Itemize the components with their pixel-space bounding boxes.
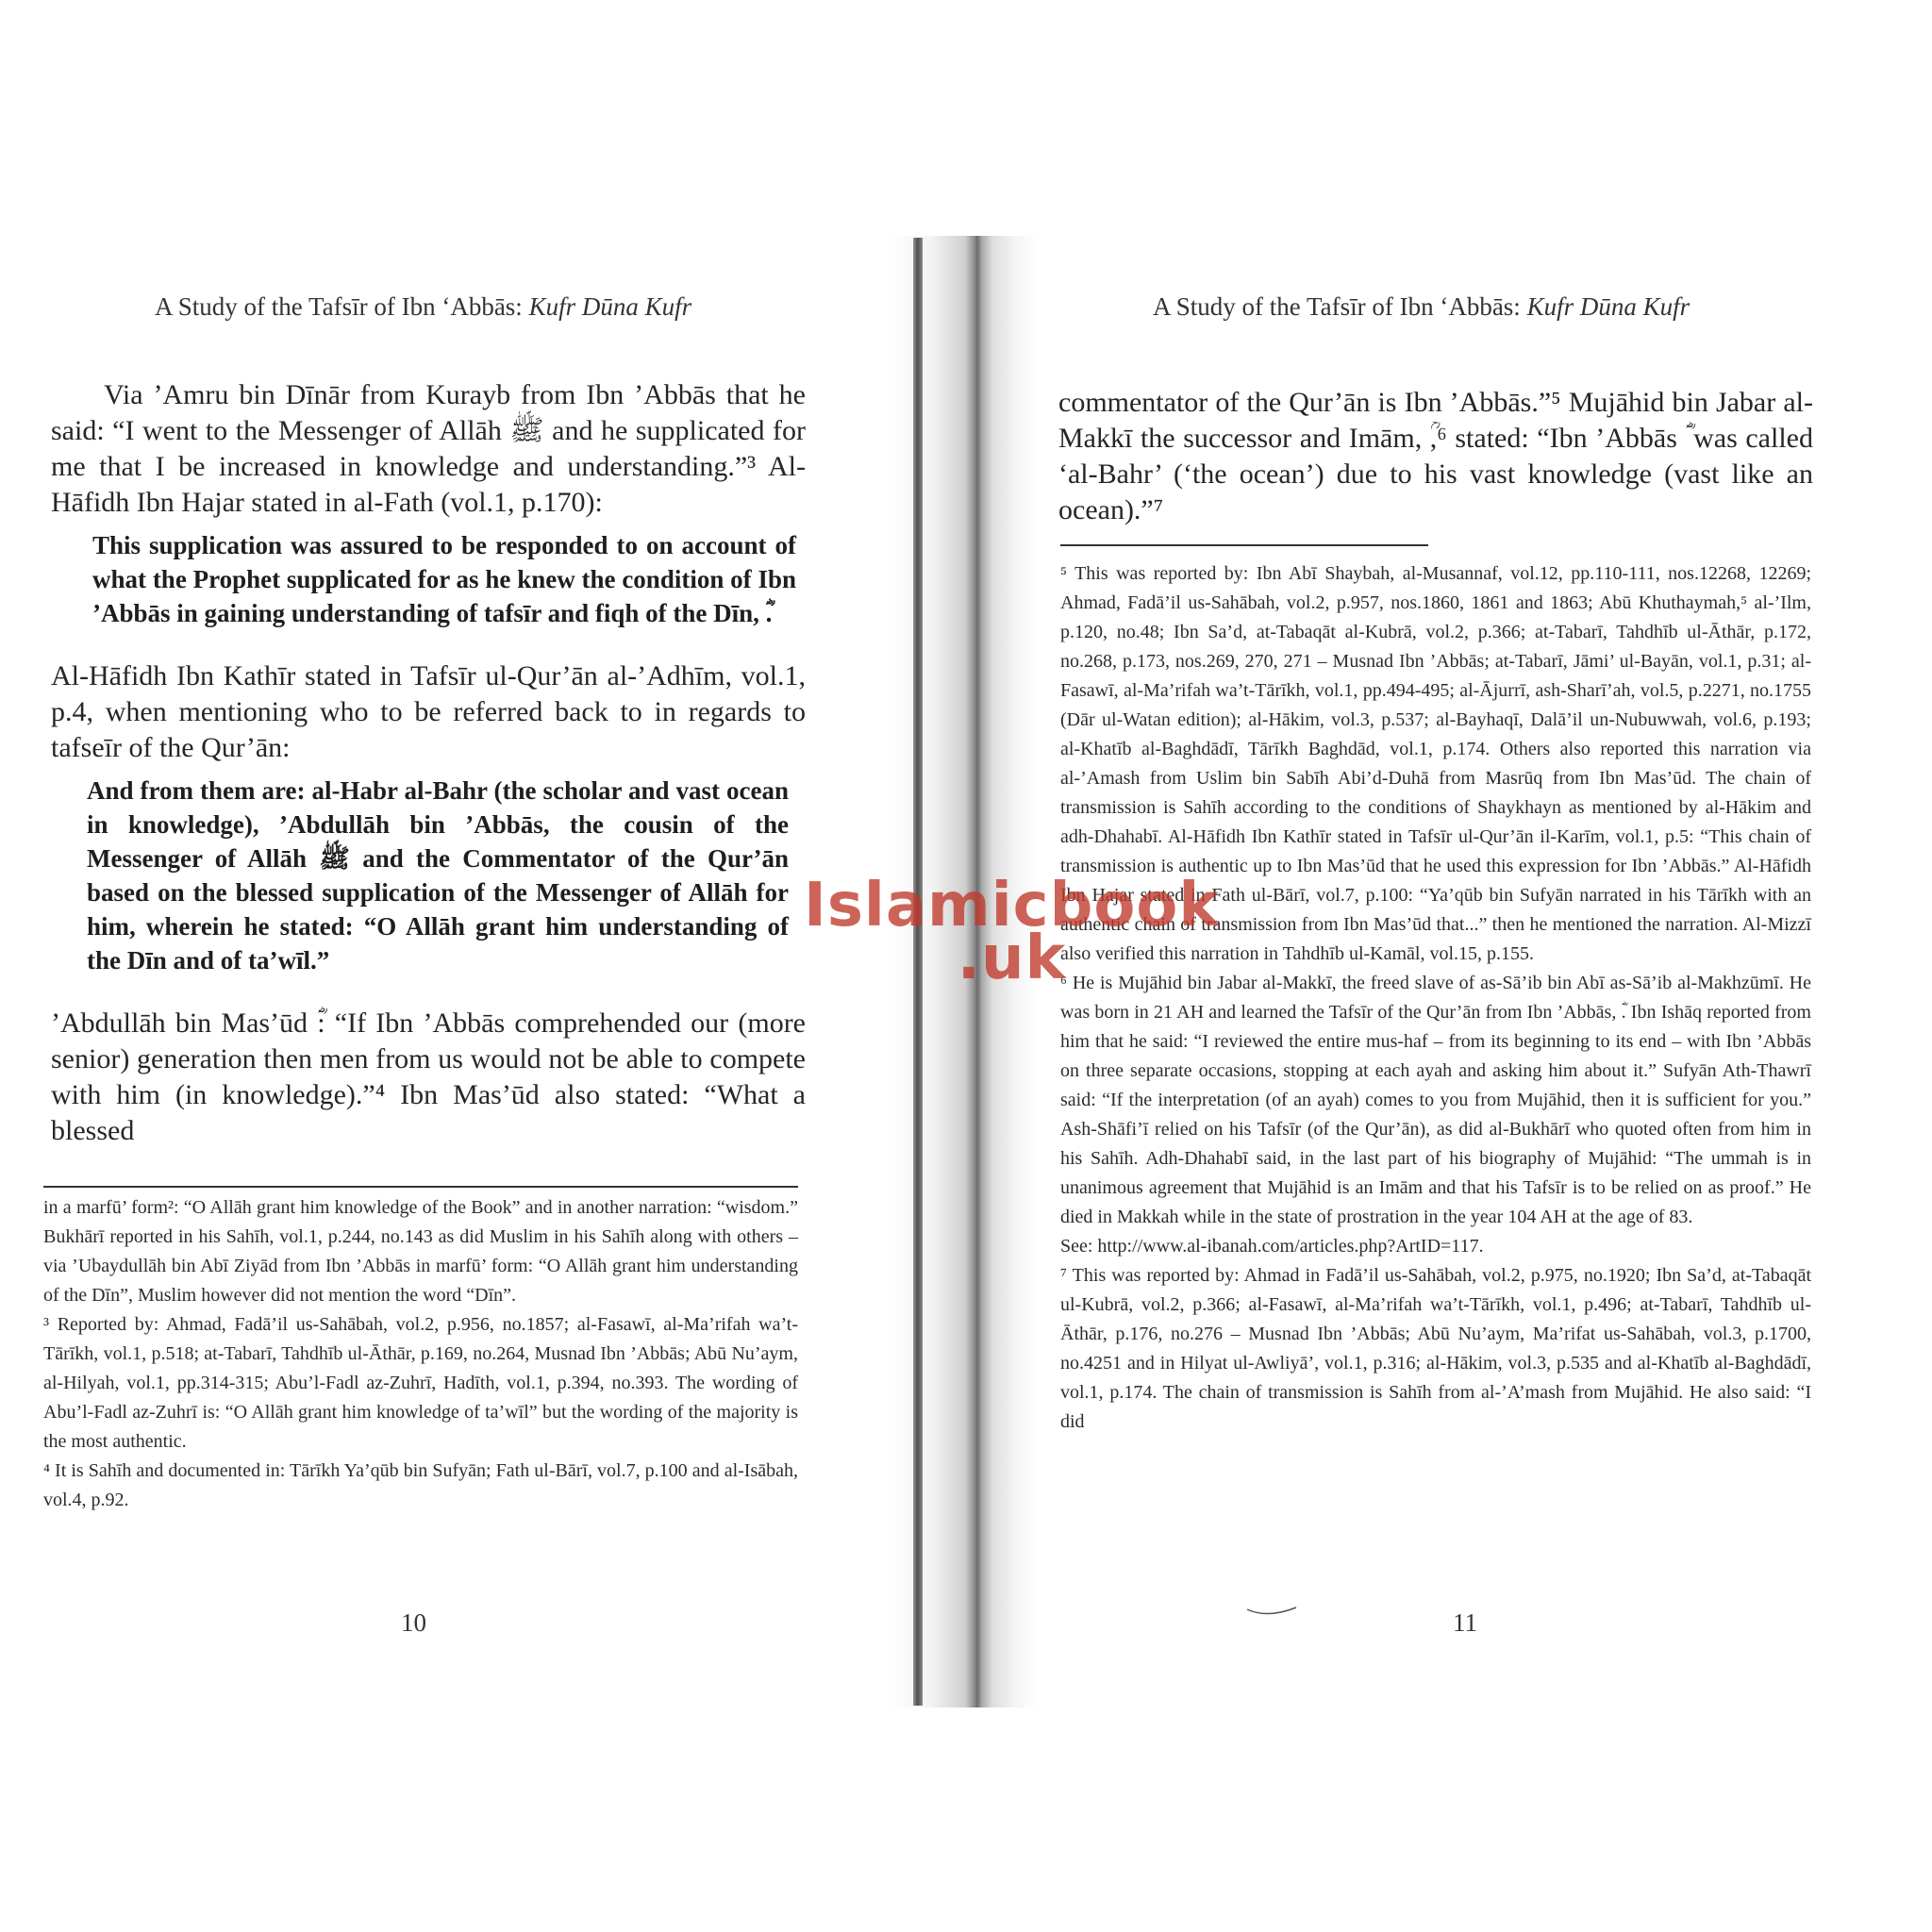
- right-paragraph-1: commentator of the Qur’ān is Ibn ’Abbās.”⁵ Mujāhid bin Jabar al-Makkī the successor and Imām, ؒ,⁶ stated: “Ibn ’Abbās ؓ was called ‘al-Bahr’ (‘the ocean’) due to his vast knowledge (vast like an ocean).”⁷: [1058, 387, 1813, 525]
- watermark-line-2: .uk: [957, 924, 1067, 993]
- footnote-rule-left: [43, 1186, 798, 1188]
- running-header-right: A Study of the Tafsīr of Ibn ‘Abbās: Kufr Dūna Kufr: [1153, 292, 1690, 321]
- page-curl-mark: [1245, 1606, 1298, 1619]
- footnote-4: ⁴ It is Sahīh and documented in: Tārīkh Ya’qūb bin Sufyān; Fath ul-Bārī, vol.7, p.100 and al-Isābah, vol.4, p.92.: [43, 1460, 798, 1510]
- footnote-6: ⁶ He is Mujāhid bin Jabar al-Makkī, the freed slave of as-Sā’ib bin Abī as-Sā’ib al-Makhzūmī. He was born in 21 AH and learned the Tafsīr of the Qur’ān from Ibn ’Abbās, ؓ. Ibn Ishāq reported from him that he said: “I reviewed the entire mus-haf – from its beginning to its end – with Ibn ’Abbās on three separate occasions, stopping at each ayah and asking him about it.” Sufyān Ath-Thawrī said: “If the interpretation (of an ayah) comes to you from Mujāhid, then it is sufficient for you.” Ash-Shāfi’ī relied on his Tafsīr (of the Qur’ān), as did al-Bukhārī who quoted often from him in his Sahīh. Adh-Dhahabī said, in the last part of his biography of Mujāhid: “The ummah is in unanimous agreement that Mujāhid is an Imām and that his Tafsīr is to be relied on as proof.” He died in Makkah while in the state of prostration in the year 104 AH at the age of 83.: [1060, 973, 1811, 1227]
- left-block-quote-2: And from them are: al-Habr al-Bahr (the scholar and vast ocean in knowledge), ’Abdullāh bin ’Abbās, the cousin of the Messenger of Allāh ﷺ and the Commentator of the Qur’ān based on the blessed supplication of the Messenger of Allāh for him, wherein he stated: “O Allāh grant him understanding of the Dīn and of ta’wīl.”: [87, 776, 789, 974]
- footnote-continuation: in a marfū’ form²: “O Allāh grant him knowledge of the Book” and in another narration: “wisdom.” Bukhārī reported in his Sahīh, vol.1, p.244, no.143 as did Muslim in his Sahīh along with others – via ’Ubaydullāh bin Abī Ziyād from Ibn ’Abbās in marfū’ form: “O Allāh grant him understanding of the Dīn”, Muslim however did not mention the word “Dīn”.: [43, 1197, 798, 1306]
- page-number-left: 10: [401, 1608, 426, 1637]
- footnote-5: ⁵ This was reported by: Ibn Abī Shaybah, al-Musannaf, vol.12, pp.110-111, nos.12268, 12269; Ahmad, Fadā’il us-Sahābah, vol.2, p.957, nos.1860, 1861 and 1863; Abū Khuthaymah,⁵ al-’Ilm, p.120, no.48; Ibn Sa’d, at-Tabaqāt al-Kubrā, vol.2, p.366; at-Tabarī, Tahdhīb ul-Āthār, p.172, no.268, p.173, nos.269, 270, 271 – Musnad Ibn ’Abbās; at-Tabarī, Jāmi’ ul-Bayān, vol.1, p.31; al-Fasawī, al-Ma’rifah wa’t-Tārīkh, vol.1, pp.494-495; al-Ājurrī, ash-Sharī’ah, vol.5, p.2271, no.1755 (Dār ul-Watan edition); al-Hākim, vol.3, p.537; al-Bayhaqī, Dalā’il un-Nubuwwah, vol.6, p.193; al-Khatīb al-Baghdādī, Tārīkh Baghdād, vol.1, p.174. Others also reported this narration via al-’Amash from Uslim bin Sabīh Abi’d-Duhā from Masrūq from Ibn Mas’ūd. The chain of transmission is Sahīh according to the conditions of Shaykhayn as mentioned by al-Hākim and adh-Dhahabī. Al-Hāfidh Ibn Kathīr stated in Tafsīr ul-Qur’ān il-Karīm, vol.1, p.5: “This chain of transmission is authentic up to Ibn Mas’ūd that he used this expression for Ibn ’Abbās.” Al-Hāfidh Ibn Hajar stated in Fath ul-Bārī, vol.7, p.100: “Ya’qūb bin Sufyān narrated in his Tārīkh with an authentic chain of transmission from Ibn Mas’ūd that...” then he mentioned the narration. Al-Mizzī also verified this narration in Tahdhīb ul-Kamāl, vol.15, p.155.: [1060, 563, 1811, 964]
- left-paragraph-2: Al-Hāfidh Ibn Kathīr stated in Tafsīr ul-Qur’ān al-’Adhīm, vol.1, p.4, when mentioning who to be referred back to in regards to tafseīr of the Qur’ān:: [51, 660, 806, 763]
- page-number-right: 11: [1453, 1608, 1477, 1637]
- footnote-6-see: See: http://www.al-ibanah.com/articles.php?ArtID=117.: [1060, 1236, 1484, 1257]
- left-paragraph-3: ’Abdullāh bin Mas’ūd ؓ: “If Ibn ’Abbās comprehended our (more senior) generation then men from us would not be able to compete with him (in knowledge).”⁴ Ibn Mas’ūd also stated: “What a blessed: [51, 1008, 806, 1146]
- left-paragraph-1: Via ’Amru bin Dīnār from Kurayb from Ibn ’Abbās that he said: “I went to the Messenger of Allāh ﷺ and he supplicated for me that I be increased in knowledge and understanding.”³ Al-Hāfidh Ibn Hajar stated in al-Fath (vol.1, p.170):: [51, 379, 806, 518]
- footnote-3: ³ Reported by: Ahmad, Fadā’il us-Sahābah, vol.2, p.956, no.1857; al-Fasawī, al-Ma’rifah wa’t-Tārīkh, vol.1, p.518; at-Tabarī, Tahdhīb ul-Āthār, p.169, no.264, Musnad Ibn ’Abbās; Abū Nu’aym, al-Hilyah, vol.1, pp.314-315; Abu’l-Fadl az-Zuhrī, Hadīth, vol.1, p.394, no.393. The wording of Abu’l-Fadl az-Zuhrī is: “O Allāh grant him knowledge of ta’wīl” but the wording of the majority is the most authentic.: [43, 1314, 798, 1452]
- left-body: [51, 377, 806, 1149]
- right-footnotes: [1060, 559, 1811, 1437]
- right-body: [1058, 385, 1813, 528]
- left-page: [38, 236, 924, 1707]
- footnote-7: ⁷ This was reported by: Ahmad in Fadā’il us-Sahābah, vol.2, p.975, no.1920; Ibn Sa’d, at-Tabaqāt ul-Kubrā, vol.2, p.366; al-Fasawī, al-Ma’rifah wa’t-Tārīkh, vol.1, p.496; at-Tabarī, Tahdhīb ul-Āthār, p.176, no.276 – Musnad Ibn ’Abbās; Abū Nu’aym, Ma’rifat us-Sahābah, vol.3, p.1700, no.4251 and in Hilyat ul-Awliyā’, vol.1, p.316; al-Hākim, vol.3, p.535 and al-Khatīb al-Baghdādī, vol.1, p.174. The chain of transmission is Sahīh from al-’A’mash from Mujāhid. He also said: “I did: [1060, 1265, 1811, 1432]
- right-page: [943, 236, 1894, 1707]
- watermark-line-1: Islamicbook: [804, 871, 1220, 941]
- footnote-rule-right: [1060, 544, 1428, 546]
- left-block-quote-1: This supplication was assured to be responded to on account of what the Prophet supplicated for as he knew the condition of Ibn ’Abbās in gaining understanding of tafsīr and fiqh of the Dīn, ؓ.: [92, 531, 796, 627]
- running-header-left: A Study of the Tafsīr of Ibn ‘Abbās: Kufr Dūna Kufr: [155, 292, 692, 321]
- left-footnotes: [43, 1193, 798, 1515]
